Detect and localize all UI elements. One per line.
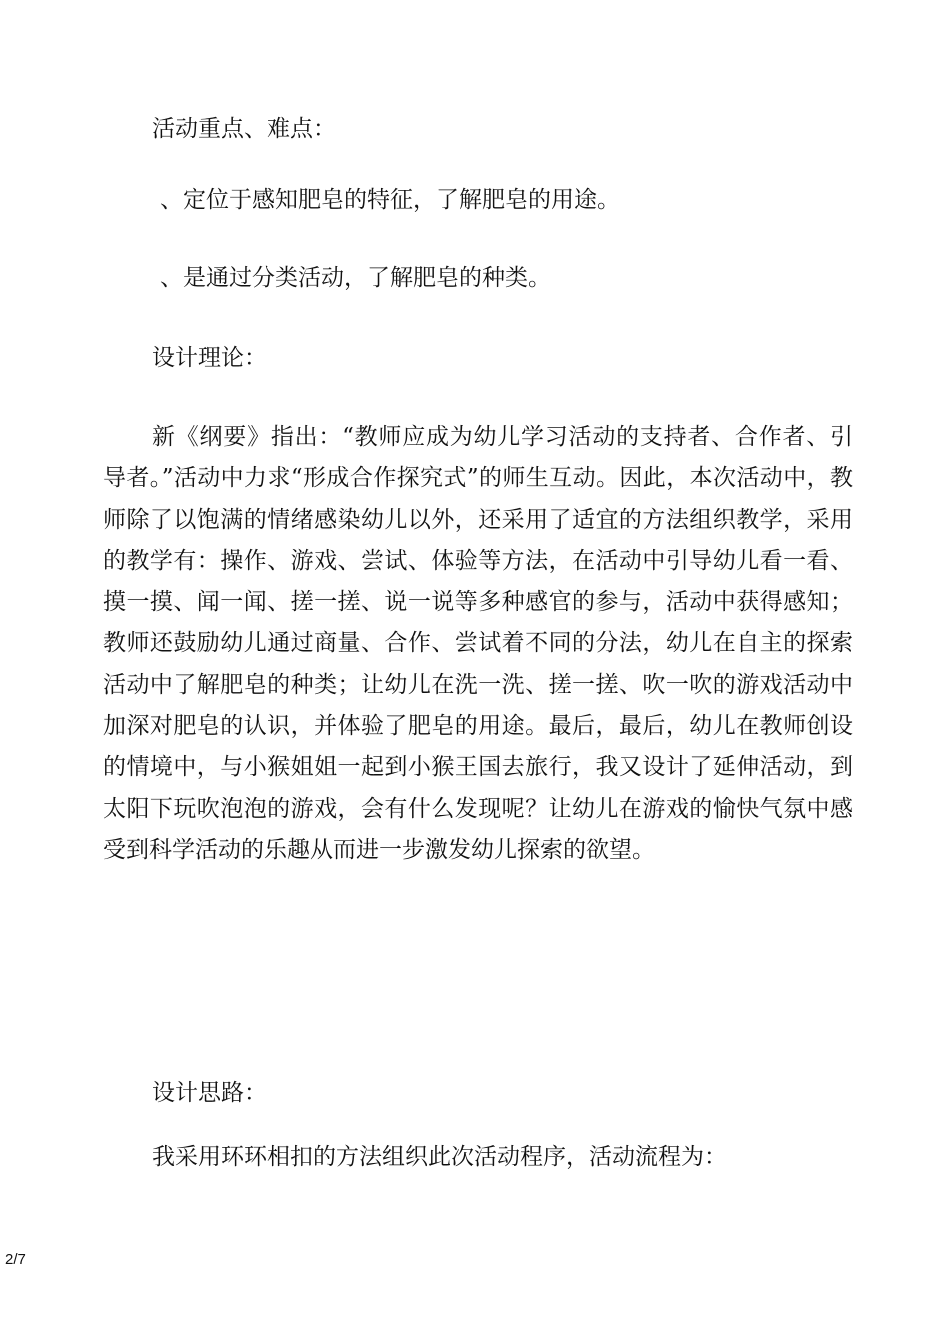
focus-item-2: 、是通过分类活动，了解肥皂的种类。 <box>160 265 551 291</box>
theory-paragraph: 新《纲要》指出：“教师应成为幼儿学习活动的支持者、合作者、引导者。”活动中力求“形成合作探究式”的师生互动。因此，本次活动中，教师除了以饱满的情绪感染幼儿以外，还采用了适宜的方法组织教学，采用的教学有：操作、游戏、尝试、体验等方法，在活动中引导幼儿看一看、摸一摸、闻一闻、搓一搓、说一说等多种感官的参与，活动中获得感知；教师还鼓励幼儿通过商量、合作、尝试着不同的分法，幼儿在自主的探索活动中了解肥皂的种类；让幼儿在洗一洗、搓一搓、吹一吹的游戏活动中加深对肥皂的认识，并体验了肥皂的用途。最后，最后，幼儿在教师创设的情境中，与小猴姐姐一起到小猴王国去旅行，我又设计了延伸活动，到太阳下玩吹泡泡的游戏，会有什么发现呢？让幼儿在游戏的愉快气氛中感受到科学活动的乐趣从而进一步激发幼儿探索的欲望。 <box>103 424 853 863</box>
idea-heading: 设计思路： <box>152 1080 267 1106</box>
focus-item-1: 、定位于感知肥皂的特征，了解肥皂的用途。 <box>160 187 620 213</box>
page-number: 2/7 <box>5 1251 26 1268</box>
idea-line: 我采用环环相扣的方法组织此次活动程序，活动流程为： <box>152 1144 727 1170</box>
focus-heading: 活动重点、难点： <box>152 116 336 142</box>
theory-heading: 设计理论： <box>152 345 267 371</box>
